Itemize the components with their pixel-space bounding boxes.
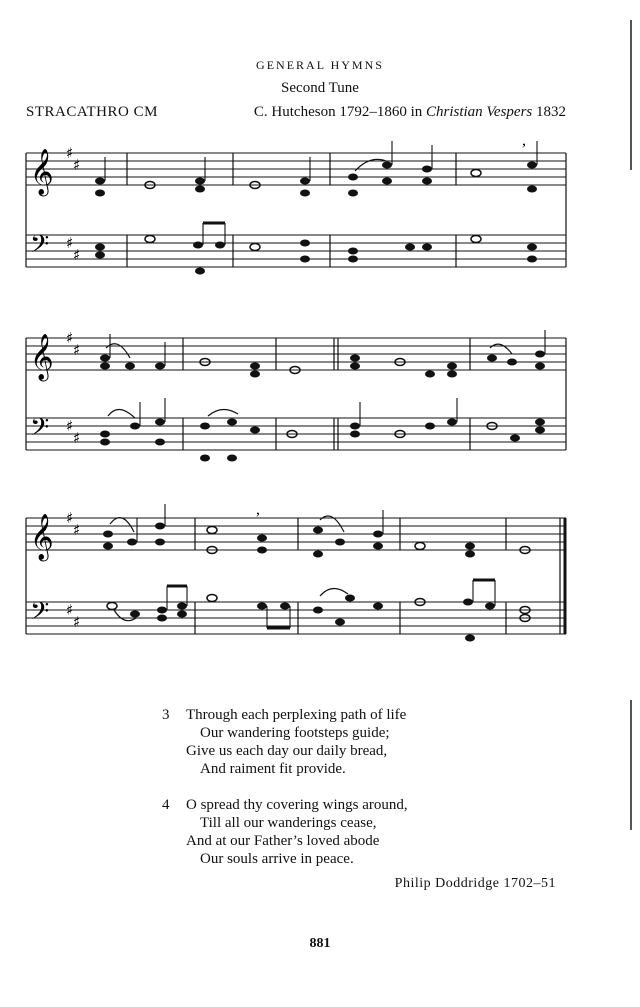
verse-line: Till all our wanderings cease, — [200, 815, 377, 831]
bass-clef-icon: 𝄢 — [30, 413, 50, 448]
treble-clef-icon: 𝄞 — [30, 149, 54, 195]
verse-line: Our souls arrive in peace. — [200, 851, 354, 867]
tune-title: Second Tune — [281, 80, 359, 96]
note-heads — [100, 351, 545, 462]
note-heads — [95, 162, 537, 275]
tune-name: STRACATHRO CM — [26, 104, 158, 120]
section-heading: GENERAL HYMNS — [256, 58, 384, 72]
page-edge-shadow — [630, 20, 632, 170]
svg-text:♯: ♯ — [66, 601, 74, 619]
bass-staff — [26, 235, 566, 267]
verse-line: Give us each day our daily bread, — [186, 743, 388, 759]
verse-line: And at our Father’s loved abode — [186, 833, 380, 849]
note-stems — [105, 141, 537, 245]
slurs — [106, 344, 512, 418]
music-system-2 — [0, 318, 640, 478]
breath-mark: , — [256, 501, 260, 518]
hymn-author: Philip Doddridge 1702–51 — [394, 876, 556, 891]
composer-source: Christian Vespers — [425, 104, 533, 120]
verse-3 — [162, 706, 408, 778]
key-signature — [66, 329, 80, 447]
bass-clef-icon: 𝄢 — [30, 597, 50, 632]
svg-text:♯: ♯ — [73, 341, 81, 359]
music-system-1 — [0, 135, 640, 285]
music-system-3 — [0, 498, 640, 663]
key-signature — [66, 509, 80, 631]
svg-text:♯: ♯ — [66, 329, 74, 347]
svg-text:♯: ♯ — [73, 613, 81, 631]
svg-text:♯: ♯ — [73, 521, 81, 539]
barlines — [26, 153, 566, 267]
breath-mark: , — [522, 135, 526, 149]
composer-suffix: 1832 — [532, 104, 566, 120]
key-signature — [66, 144, 80, 264]
svg-text:♯: ♯ — [73, 246, 81, 264]
verse-number: 3 — [162, 707, 170, 723]
page-edge-shadow — [630, 700, 632, 830]
composer-credit — [254, 104, 566, 121]
note-heads — [103, 523, 530, 642]
composer-prefix: C. Hutcheson 1792–1860 in — [253, 104, 426, 120]
verse-4 — [162, 796, 408, 868]
bass-clef-icon: 𝄢 — [30, 230, 50, 265]
verse-line: O spread thy covering wings around, — [186, 797, 408, 813]
svg-text:♯: ♯ — [73, 429, 81, 447]
svg-text:♯: ♯ — [66, 417, 74, 435]
verse-number: 4 — [162, 797, 170, 813]
verse-line: Our wandering footsteps guide; — [200, 725, 390, 741]
treble-clef-icon: 𝄞 — [30, 514, 54, 560]
svg-text:♯: ♯ — [66, 234, 74, 252]
note-stems — [110, 330, 545, 426]
slurs — [110, 516, 348, 621]
verse-line: And raiment fit provide. — [200, 761, 346, 777]
verses — [162, 706, 408, 886]
treble-clef-icon: 𝄞 — [30, 334, 54, 380]
page-number: 881 — [309, 936, 331, 951]
svg-text:♯: ♯ — [66, 509, 74, 527]
svg-text:♯: ♯ — [73, 156, 81, 174]
verse-line: Through each perplexing path of life — [186, 707, 407, 723]
svg-text:♯: ♯ — [66, 144, 74, 162]
treble-staff — [26, 153, 566, 185]
